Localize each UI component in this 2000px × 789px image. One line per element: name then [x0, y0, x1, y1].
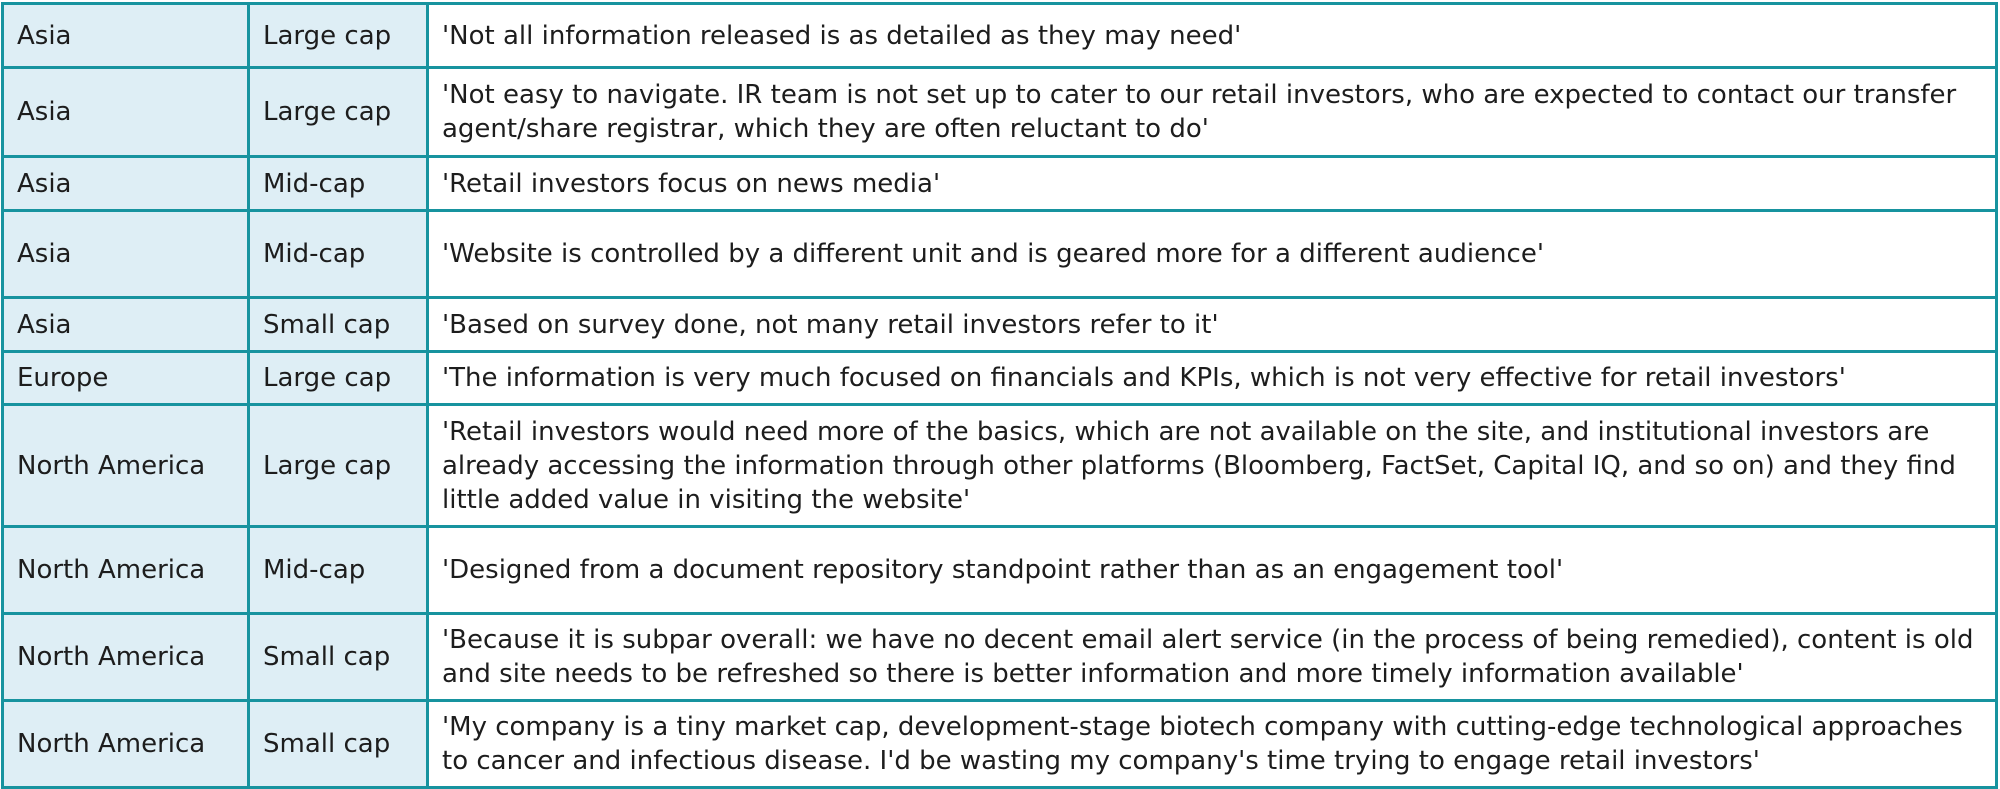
market-cap-cell: Mid-cap: [249, 211, 428, 298]
table-row: [3, 157, 1997, 211]
market-cap-cell: Large cap: [249, 4, 428, 68]
comment-cell: 'The information is very much focused on financials and KPIs, which is not very effective for retail investors': [428, 352, 1997, 405]
comment-cell: 'Retail investors would need more of the basics, which are not available on the site, and institutional investors are already accessing the information through other platforms (Bloomberg, FactSet, Capital IQ, and so on) and they find little added value in visiting the website': [428, 405, 1997, 527]
table-row: [3, 211, 1997, 298]
table-row: [3, 701, 1997, 788]
comment-cell: 'Retail investors focus on news media': [428, 157, 1997, 211]
region-cell: North America: [3, 701, 249, 788]
table-row: [3, 68, 1997, 157]
market-cap-cell: Small cap: [249, 701, 428, 788]
region-cell: North America: [3, 405, 249, 527]
region-cell: Asia: [3, 298, 249, 352]
table-row: [3, 352, 1997, 405]
comment-cell: 'Not easy to navigate. IR team is not set up to cater to our retail investors, who are expected to contact our transfer agent/share registrar, which they are often reluctant to do': [428, 68, 1997, 157]
comment-cell: 'Because it is subpar overall: we have no decent email alert service (in the process of being remedied), content is old and site needs to be refreshed so there is better information and more timely information available': [428, 614, 1997, 701]
comment-cell: 'Designed from a document repository standpoint rather than as an engagement tool': [428, 527, 1997, 614]
table-row: [3, 298, 1997, 352]
table-row: [3, 405, 1997, 527]
region-cell: North America: [3, 527, 249, 614]
market-cap-cell: Small cap: [249, 614, 428, 701]
table-row: [3, 527, 1997, 614]
market-cap-cell: Large cap: [249, 405, 428, 527]
comment-cell: 'Not all information released is as detailed as they may need': [428, 4, 1997, 68]
comment-cell: 'Website is controlled by a different unit and is geared more for a different audience': [428, 211, 1997, 298]
market-cap-cell: Mid-cap: [249, 157, 428, 211]
comment-cell: 'Based on survey done, not many retail investors refer to it': [428, 298, 1997, 352]
region-cell: Asia: [3, 211, 249, 298]
market-cap-cell: Mid-cap: [249, 527, 428, 614]
region-cell: Europe: [3, 352, 249, 405]
comment-cell: 'My company is a tiny market cap, development-stage biotech company with cutting-edge technological approaches to cancer and infectious disease. I'd be wasting my company's time trying to engage retail investors': [428, 701, 1997, 788]
region-cell: Asia: [3, 68, 249, 157]
region-cell: North America: [3, 614, 249, 701]
table-row: [3, 4, 1997, 68]
market-cap-cell: Small cap: [249, 298, 428, 352]
region-cell: Asia: [3, 157, 249, 211]
market-cap-cell: Large cap: [249, 68, 428, 157]
market-cap-cell: Large cap: [249, 352, 428, 405]
quotes-table: [1, 2, 1998, 789]
table-row: [3, 614, 1997, 701]
region-cell: Asia: [3, 4, 249, 68]
